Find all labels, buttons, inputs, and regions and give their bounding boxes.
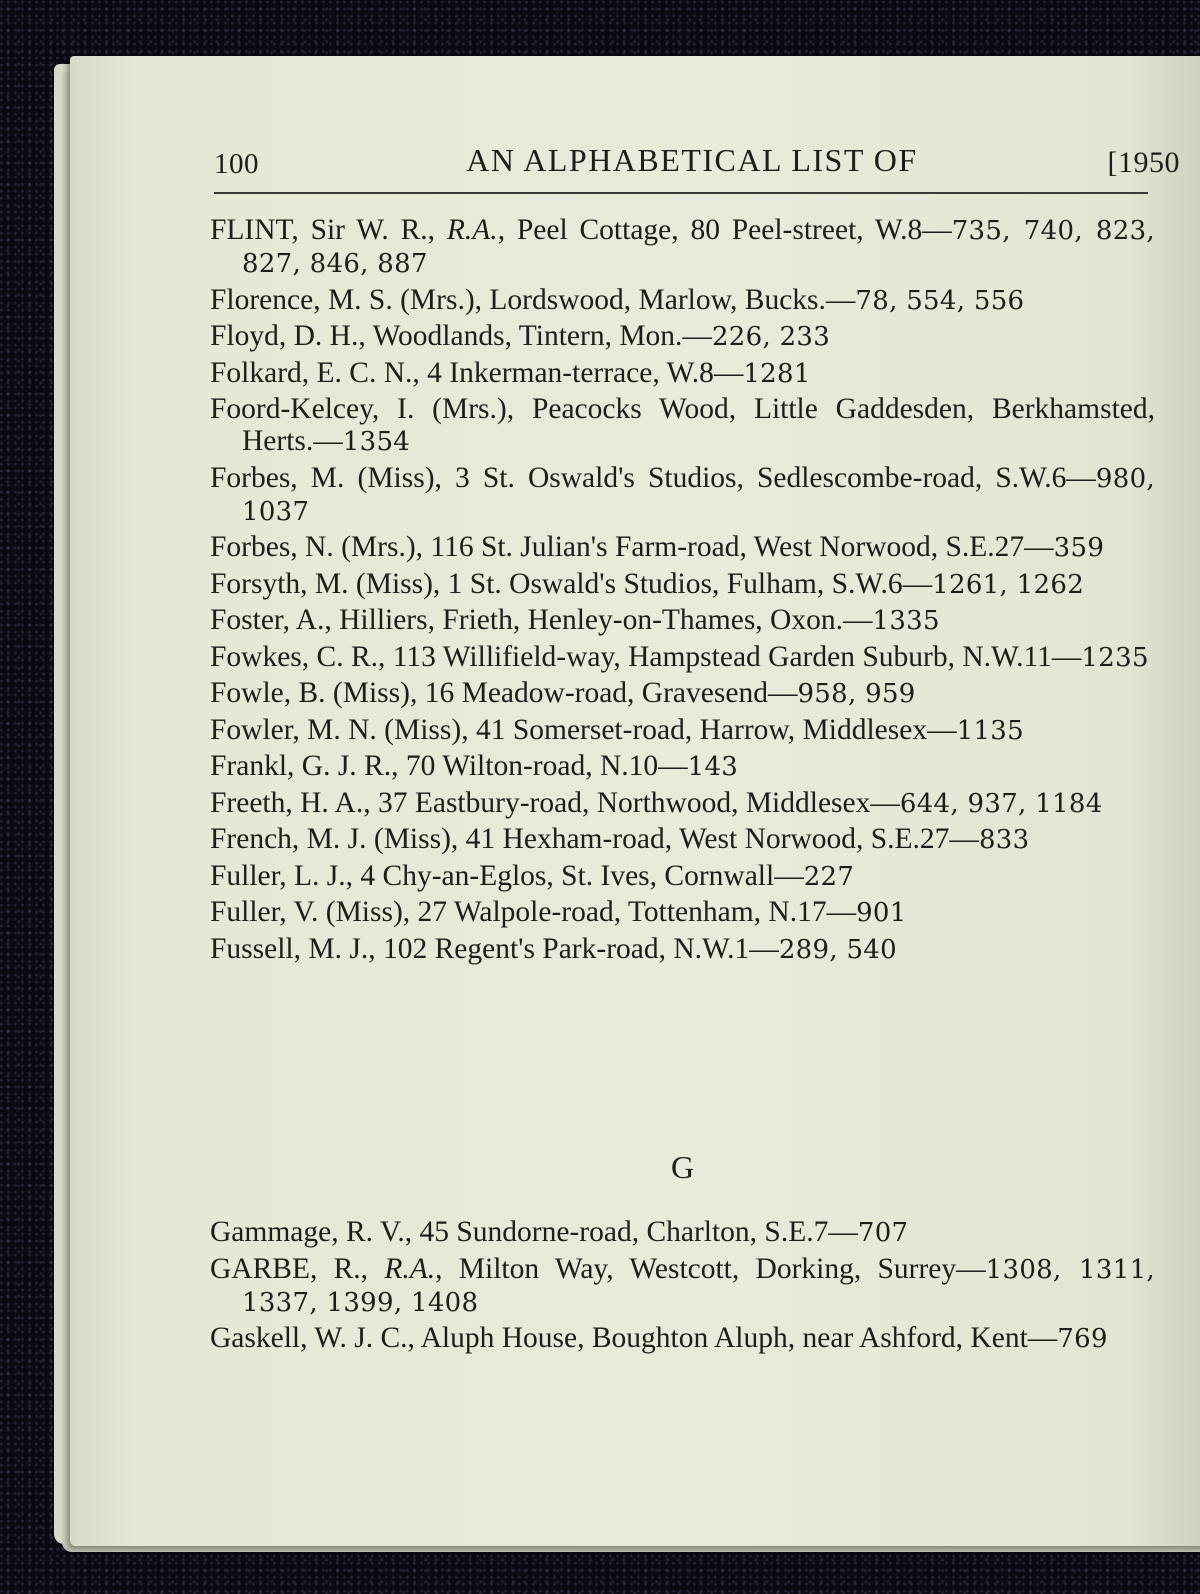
list-item <box>210 1322 1155 1355</box>
entry-numbers: 980, 1037 <box>242 463 1155 527</box>
entry-numbers: 644, 937, 1184 <box>899 788 1103 819</box>
entry-numbers: 769 <box>1057 1324 1108 1354</box>
entry-name: Fowkes, C. R., <box>210 640 393 673</box>
list-item <box>210 750 1155 783</box>
entry-numbers: 143 <box>687 752 739 782</box>
list-item <box>210 641 1155 674</box>
entry-numbers: 833 <box>978 825 1030 855</box>
entry-numbers: 735, 740, 823, 827, 846, 887 <box>242 216 1155 279</box>
entry-address: 102 Regent's Park-road, N.W.1— <box>382 932 779 965</box>
entry-numbers: 1135 <box>956 715 1024 746</box>
entry-address: Woodlands, Tintern, Mon.— <box>372 320 712 352</box>
entry-address: 113 Willifield-way, Hampstead Garden Suburb, N.W.11— <box>392 640 1082 673</box>
entry-numbers: 1354 <box>342 427 411 457</box>
list-item <box>210 1216 1155 1249</box>
entry-address: 70 Wilton-road, N.10— <box>405 750 688 782</box>
entry-address: 37 Eastbury-road, Northwood, Middlesex— <box>377 786 900 819</box>
list-item <box>210 823 1155 856</box>
entry-address: 41 Somerset-road, Harrow, Middlesex— <box>475 713 957 746</box>
entry-numbers: 226, 233 <box>711 322 831 352</box>
entry-name: Fowler, M. N. (Miss), <box>210 713 476 746</box>
entry-numbers: 78, 554, 556 <box>855 285 1025 316</box>
entry-name: French, M. J. (Miss), <box>210 823 466 855</box>
list-item <box>210 860 1155 893</box>
list-item <box>210 896 1155 929</box>
entry-address: 1 St. Oswald's Studios, Fulham, S.W.6— <box>447 567 933 600</box>
entry-address: , Peel Cottage, 80 Peel-street, W.8— <box>497 214 952 246</box>
entry-numbers: 707 <box>857 1218 909 1248</box>
header-rule <box>214 192 1148 194</box>
list-item <box>210 462 1155 528</box>
entry-address: Lordswood, Marlow, Bucks.— <box>489 283 856 316</box>
entry-numbers: 1261, 1262 <box>932 569 1085 600</box>
entry-numbers: 1335 <box>872 606 940 636</box>
list-item <box>210 1253 1155 1319</box>
entry-name: Forbes, N. (Mrs.), <box>210 531 431 563</box>
entry-numbers: 958, 959 <box>797 679 916 709</box>
list-item <box>210 933 1155 966</box>
entry-numbers: 227 <box>803 861 855 892</box>
list-item <box>210 357 1155 390</box>
entry-address: 4 Inkerman-terrace, W.8— <box>427 356 744 389</box>
entries-g <box>210 1216 1155 1359</box>
list-item <box>210 677 1155 710</box>
entry-address: 3 St. Oswald's Studios, Sedlescombe-road, S.W.6— <box>455 461 1096 494</box>
entry-address: Aluph House, Boughton Aluph, near Ashford, Kent— <box>420 1322 1058 1354</box>
entry-address: Hilliers, Frieth, Henley-on-Thames, Oxon.— <box>339 604 873 636</box>
entry-address: 16 Meadow-road, Gravesend— <box>424 677 798 709</box>
entry-name: Fowle, B. (Miss), <box>210 677 425 709</box>
list-item <box>210 714 1155 747</box>
running-header <box>214 140 1180 184</box>
entry-name: Forsyth, M. (Miss), <box>210 567 448 600</box>
list-item <box>210 214 1155 280</box>
entry-name: Forbes, M. (Miss), <box>210 461 456 494</box>
entry-address: 45 Sundorne-road, Charlton, S.E.7— <box>419 1216 858 1248</box>
entry-numbers: 1235 <box>1081 642 1149 673</box>
entry-address: , Milton Way, Westcott, Dorking, Surrey— <box>435 1252 986 1285</box>
entry-address: Peacocks Wood, Little Gaddesden, Berkhamsted, Herts.— <box>242 393 1155 457</box>
entry-name: Gaskell, W. J. C., <box>210 1322 421 1354</box>
entry-numbers: 1281 <box>743 358 811 389</box>
entry-address: 116 St. Julian's Farm-road, West Norwood, S.E.27— <box>430 531 1054 563</box>
entry-name: Gammage, R. V., <box>210 1216 420 1248</box>
list-item <box>210 393 1155 458</box>
entry-name: Fuller, V. (Miss), <box>210 896 418 928</box>
entry-name: Floyd, D. H., <box>210 320 373 352</box>
list-item <box>210 531 1155 564</box>
list-item <box>210 787 1155 820</box>
entry-address: 4 Chy-an-Eglos, St. Ives, Cornwall— <box>360 859 804 892</box>
book-page <box>70 56 1200 1546</box>
entry-name: Fussell, M. J., <box>210 932 383 965</box>
entry-name: Freeth, H. A., <box>210 786 378 819</box>
page-number: 100 <box>214 148 259 180</box>
entry-name: Folkard, E. C. N., <box>210 356 428 389</box>
entry-address: 27 Walpole-road, Tottenham, N.17— <box>417 896 857 928</box>
year-marker: [1950 <box>1107 146 1180 179</box>
entry-name: Foster, A., <box>210 604 340 636</box>
running-title: AN ALPHABETICAL LIST OF <box>466 142 918 178</box>
entry-numbers: 359 <box>1053 533 1105 563</box>
entry-title: R.A. <box>384 1252 436 1285</box>
entry-address: 41 Hexham-road, West Norwood, S.E.27— <box>465 823 979 855</box>
entry-title: R.A. <box>446 214 498 246</box>
entry-name: Florence, M. S. (Mrs.), <box>210 283 490 316</box>
entries-f <box>210 214 1155 969</box>
entry-name: Frankl, G. J. R., <box>210 750 406 782</box>
list-item <box>210 568 1155 601</box>
entry-name: Foord-Kelcey, I. (Mrs.), <box>210 393 532 425</box>
entry-numbers: 901 <box>856 898 907 928</box>
list-item <box>210 320 1155 353</box>
entry-numbers: 1308, 1311, 1337, 1399, 1408 <box>242 1254 1155 1318</box>
list-item <box>210 284 1155 317</box>
list-item <box>210 604 1155 637</box>
entry-numbers: 289, 540 <box>778 934 897 965</box>
entry-name: FLINT, Sir W. R., <box>210 214 447 246</box>
entry-name: Fuller, L. J., <box>210 859 361 892</box>
section-heading: G <box>670 1149 695 1185</box>
entry-name: GARBE, R., <box>210 1252 385 1285</box>
